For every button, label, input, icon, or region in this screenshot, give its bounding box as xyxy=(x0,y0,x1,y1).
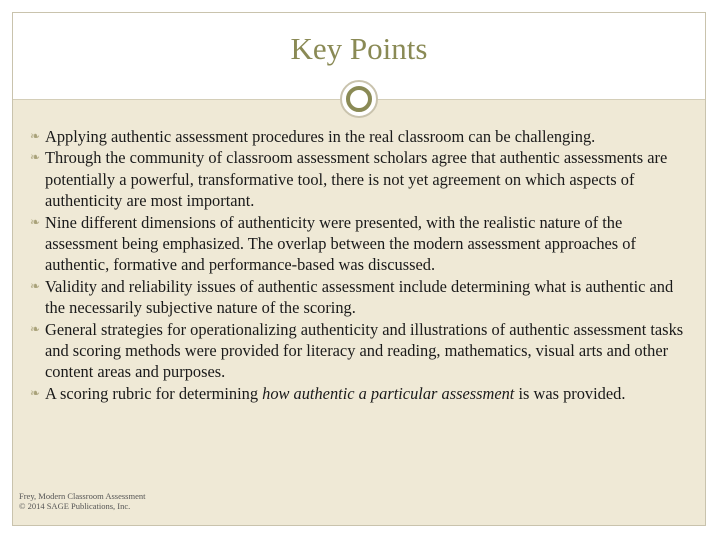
bullet-emphasis: how authentic a particular assessment xyxy=(262,383,515,403)
bullet-text-before: A scoring rubric for determining xyxy=(45,383,263,403)
bullet-item xyxy=(30,383,690,404)
bullet-text: Validity and reliability issues of authentic assessment include determining what is authentic and the necessarily subjective nature of the scoring. xyxy=(45,276,674,318)
fleuron-bullet-icon: ❧ xyxy=(30,278,41,293)
bullet-item xyxy=(30,276,690,319)
fleuron-bullet-icon: ❧ xyxy=(30,129,41,143)
bullet-item xyxy=(30,147,690,211)
bullet-item xyxy=(30,319,690,383)
bullet-text-after: is was provided. xyxy=(514,383,626,403)
fleuron-bullet-icon: ❧ xyxy=(30,214,41,229)
bullet-list xyxy=(30,126,690,404)
fleuron-bullet-icon: ❧ xyxy=(30,321,41,336)
bullet-item xyxy=(30,212,690,276)
fleuron-bullet-icon: ❧ xyxy=(30,150,41,165)
bullet-text: Through the community of classroom assessment scholars agree that authentic assessments are potentially a powerful, transformative tool, there is not yet agreement on which aspects of authenticity are most important. xyxy=(45,148,668,211)
ring-inner xyxy=(346,86,372,112)
bullet-text: Applying authentic assessment procedures in the real classroom can be challenging. xyxy=(45,127,596,146)
bullet-item xyxy=(30,126,690,147)
footer-line-1: Frey, Modern Classroom Assessment xyxy=(19,491,146,501)
footer-line-2: © 2014 SAGE Publications, Inc. xyxy=(19,501,131,511)
footer-credit xyxy=(19,491,145,511)
ring-ornament-icon xyxy=(340,80,378,118)
fleuron-bullet-icon: ❧ xyxy=(30,385,41,400)
bullet-text: Nine different dimensions of authenticity were presented, with the realistic nature of the assessment being emphasized. The overlap between the modern assessment approaches of authentic, formative and performance-based was discussed. xyxy=(45,212,636,275)
slide-title: Key Points xyxy=(290,31,428,66)
bullet-text: General strategies for operationalizing authenticity and illustrations of authentic assessment tasks and scoring methods were provided for literacy and reading, mathematics, visual arts and other content areas and purposes. xyxy=(45,319,684,382)
